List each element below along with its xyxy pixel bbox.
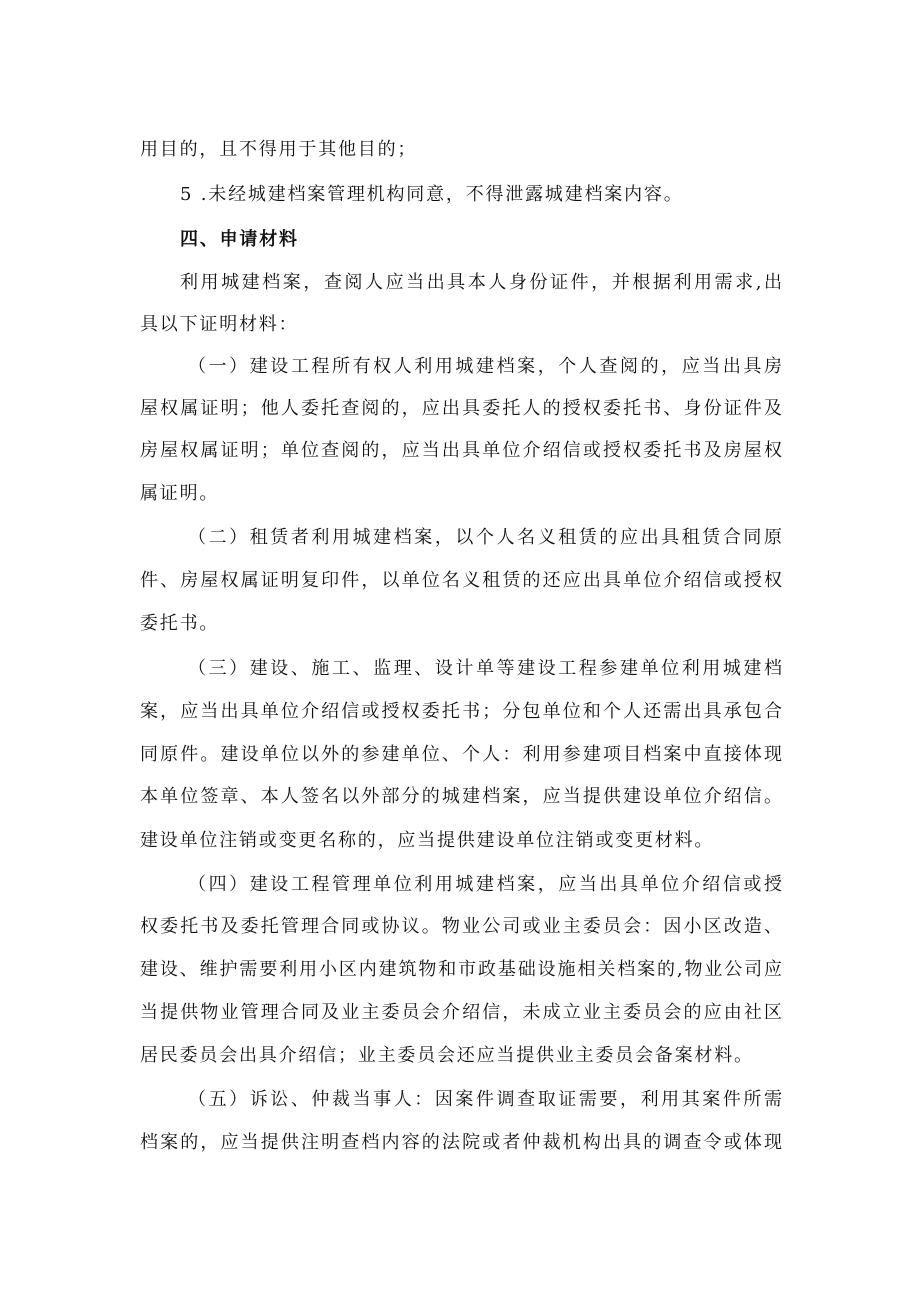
list-item-line: 本单位签章、本人签名以外部分的城建档案，应当提供建设单位介绍信。 xyxy=(140,786,782,807)
list-item-line: 属证明。 xyxy=(140,483,220,504)
list-item-line: 屋权属证明；他人委托查阅的，应出具委托人的授权委托书、身份证件及 xyxy=(140,398,782,419)
list-item-line: （二）租赁者利用城建档案，以个人名义租赁的应出具租赁合同原 xyxy=(188,527,782,548)
section-heading: 四、申请材料 xyxy=(180,229,299,250)
list-item-line: 档案的，应当提供注明查档内容的法院或者仲裁机构出具的调查令或体现 xyxy=(140,1132,782,1153)
list-item-line: 案，应当出具单位介绍信或授权委托书；分包单位和个人还需出具承包合 xyxy=(140,701,782,722)
list-item-line: 委托书。 xyxy=(140,613,220,634)
list-item-line: 建设单位注销或变更名称的，应当提供建设单位注销或变更材料。 xyxy=(140,830,715,851)
list-item-line: 当提供物业管理合同及业主委员会介绍信，未成立业主委员会的应由社区 xyxy=(140,1002,782,1023)
list-item-line: 同原件。建设单位以外的参建单位、个人：利用参建项目档案中直接体现 xyxy=(140,744,782,765)
list-item-line: （一）建设工程所有权人利用城建档案，个人查阅的，应当出具房 xyxy=(188,356,782,377)
list-item-line: 房屋权属证明；单位查阅的，应当出具单位介绍信或授权委托书及房屋权 xyxy=(140,440,782,461)
paragraph-line: 用目的，且不得用于其他目的； xyxy=(140,139,418,160)
list-item-line: 建设、维护需要利用小区内建筑物和市政基础设施相关档案的,物业公司应 xyxy=(140,959,782,980)
list-item-line: 权委托书及委托管理合同或协议。物业公司或业主委员会：因小区改造、 xyxy=(140,916,782,937)
list-item-line: （四）建设工程管理单位利用城建档案，应当出具单位介绍信或授 xyxy=(188,874,782,895)
paragraph-line: 利用城建档案，查阅人应当出具本人身份证件，并根据利用需求,出 xyxy=(180,272,782,293)
list-item-line: （五）诉讼、仲裁当事人：因案件调查取证需要，利用其案件所需 xyxy=(188,1089,782,1110)
paragraph-line: 具以下证明材料： xyxy=(140,314,299,335)
list-item-line: 居民委员会出具介绍信；业主委员会还应当提供业主委员会备案材料。 xyxy=(140,1045,754,1066)
list-item-line: 件、房屋权属证明复印件，以单位名义租赁的还应出具单位介绍信或授权 xyxy=(140,570,782,591)
paragraph-line: 5 .未经城建档案管理机构同意，不得泄露城建档案内容。 xyxy=(180,184,684,205)
list-item-line: （三）建设、施工、监理、设计单等建设工程参建单位利用城建档 xyxy=(188,658,782,679)
